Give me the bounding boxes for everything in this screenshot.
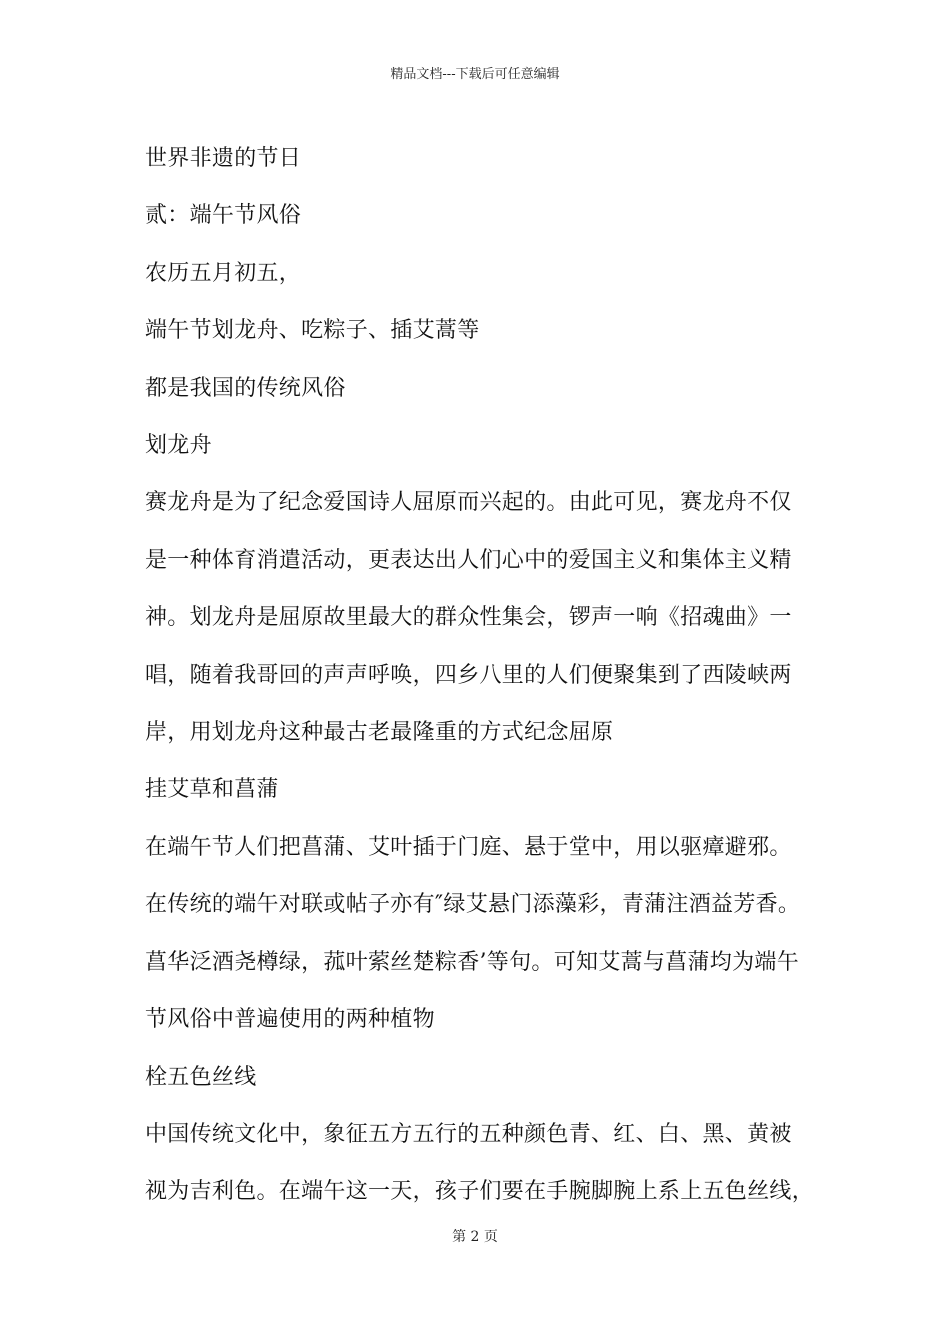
paragraph-line: 中国传统文化中，象征五方五行的五种颜色青、红、白、黑、黄被 <box>145 1121 792 1147</box>
paragraph-line: 神。划龙舟是屈原故里最大的群众性集会，锣声一响《招魂曲》一 <box>145 605 792 631</box>
paragraph-line: 岸，用划龙舟这种最古老最隆重的方式纪念屈原 <box>145 720 614 746</box>
text-line: 都是我国的传统风俗 <box>145 375 346 401</box>
heading-world-heritage: 世界非遗的节日 <box>145 146 302 171</box>
page-number: 2 <box>470 1229 480 1245</box>
text-line: 农历五月初五， <box>145 260 302 286</box>
paragraph-line: 唱，随着我哥回的声声呼唤，四乡八里的人们便聚集到了西陵峡两 <box>145 662 792 688</box>
subheading-dragon-boat: 划龙舟 <box>145 433 212 459</box>
paragraph-line: 在传统的端午对联或帖子亦有″绿艾悬门添藻彩，青蒲注酒益芳香。 <box>145 892 801 918</box>
text-line: 端午节划龙舟、吃粽子、插艾蒿等 <box>145 318 480 344</box>
paragraph-line: 是一种体育消遣活动，更表达出人们心中的爱国主义和集体主义精 <box>145 547 792 573</box>
paragraph-line: 节风俗中普遍使用的两种植物 <box>145 1007 435 1033</box>
page-label-prefix: 第 <box>452 1229 467 1245</box>
subheading-mugwort-calamus: 挂艾草和菖蒲 <box>145 777 279 803</box>
page-label-suffix: 页 <box>483 1229 498 1245</box>
subheading-five-color-threads: 栓五色丝线 <box>145 1064 257 1090</box>
paragraph-line: 在端午节人们把菖蒲、艾叶插于门庭、悬于堂中，用以驱瘴避邪。 <box>145 834 792 860</box>
paragraph-line: 赛龙舟是为了纪念爱国诗人屈原而兴起的。由此可见，赛龙舟不仅 <box>145 490 792 516</box>
section-title: 贰：端午节风俗 <box>145 203 302 229</box>
page-header: 精品文档---下载后可任意编辑 <box>390 67 560 82</box>
paragraph-line: 视为吉利色。在端午这一天，孩子们要在手腕脚腕上系上五色丝线， <box>145 1179 815 1205</box>
paragraph-line: 菖华泛酒尧樽绿，菰叶萦丝楚粽香’等句。可知艾蒿与菖蒲均为端午 <box>145 949 799 975</box>
page-footer <box>0 1228 950 1246</box>
document-body <box>145 130 815 1221</box>
